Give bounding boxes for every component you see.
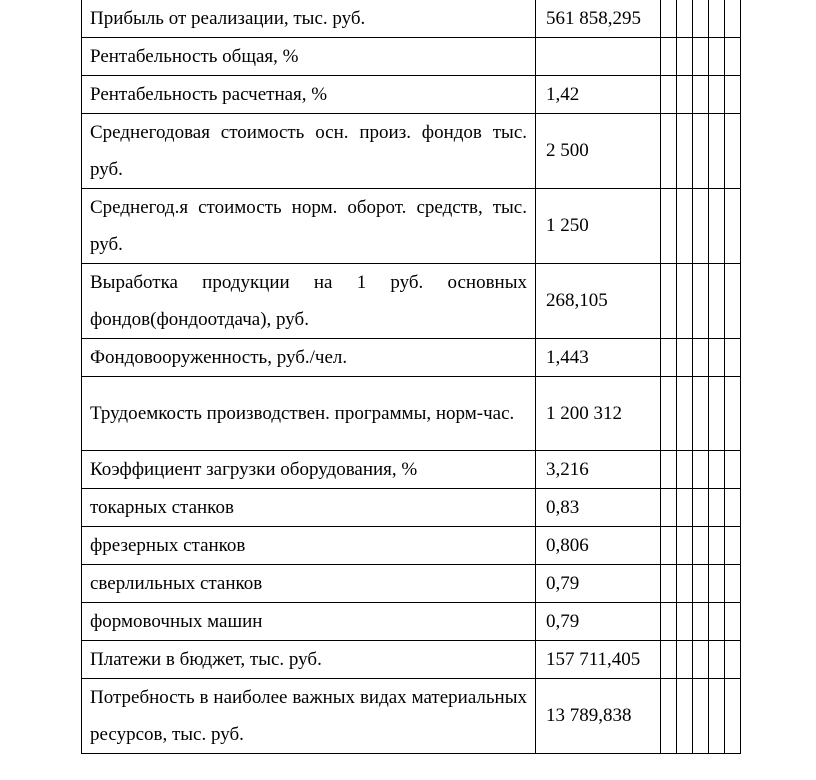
empty-cell bbox=[661, 339, 677, 377]
empty-cell bbox=[709, 527, 725, 565]
empty-cell bbox=[709, 339, 725, 377]
empty-cell bbox=[677, 76, 693, 114]
empty-cell bbox=[661, 565, 677, 603]
table-row bbox=[82, 0, 741, 38]
empty-cell bbox=[709, 38, 725, 76]
empty-cell bbox=[677, 641, 693, 679]
row-value: 157 711,405 bbox=[536, 641, 661, 679]
table-row bbox=[82, 339, 741, 377]
empty-cell bbox=[693, 339, 709, 377]
empty-cell bbox=[693, 189, 709, 264]
empty-cell bbox=[725, 114, 741, 189]
empty-cell bbox=[725, 565, 741, 603]
table-row bbox=[82, 264, 741, 339]
empty-cell bbox=[693, 603, 709, 641]
empty-cell bbox=[661, 527, 677, 565]
empty-cell bbox=[725, 0, 741, 38]
empty-cell bbox=[693, 679, 709, 754]
empty-cell bbox=[709, 377, 725, 451]
row-value: 3,216 bbox=[536, 451, 661, 489]
empty-cell bbox=[725, 189, 741, 264]
row-value: 2 500 bbox=[536, 114, 661, 189]
row-label: формовочных машин bbox=[82, 603, 536, 641]
empty-cell bbox=[661, 264, 677, 339]
empty-cell bbox=[725, 527, 741, 565]
empty-cell bbox=[661, 451, 677, 489]
empty-cell bbox=[725, 451, 741, 489]
row-label: Потребность в наиболее важных видах материальных ресурсов, тыс. руб. bbox=[82, 679, 536, 754]
table-row bbox=[82, 679, 741, 754]
empty-cell bbox=[677, 377, 693, 451]
row-label: Трудоемкость производствен. программы, норм-час. bbox=[82, 377, 536, 451]
table-row bbox=[82, 451, 741, 489]
empty-cell bbox=[693, 641, 709, 679]
empty-cell bbox=[709, 641, 725, 679]
row-value bbox=[536, 38, 661, 76]
empty-cell bbox=[661, 489, 677, 527]
empty-cell bbox=[725, 264, 741, 339]
row-label: Прибыль от реализации, тыс. руб. bbox=[82, 0, 536, 38]
empty-cell bbox=[677, 339, 693, 377]
empty-cell bbox=[661, 114, 677, 189]
row-value: 1,443 bbox=[536, 339, 661, 377]
empty-cell bbox=[725, 76, 741, 114]
empty-cell bbox=[693, 377, 709, 451]
empty-cell bbox=[709, 679, 725, 754]
empty-cell bbox=[725, 377, 741, 451]
empty-cell bbox=[725, 489, 741, 527]
empty-cell bbox=[661, 679, 677, 754]
row-label: Рентабельность общая, % bbox=[82, 38, 536, 76]
empty-cell bbox=[677, 114, 693, 189]
table-row bbox=[82, 76, 741, 114]
empty-cell bbox=[677, 451, 693, 489]
empty-cell bbox=[693, 0, 709, 38]
row-value: 0,79 bbox=[536, 603, 661, 641]
row-value: 561 858,295 bbox=[536, 0, 661, 38]
table-row bbox=[82, 377, 741, 451]
row-label: фрезерных станков bbox=[82, 527, 536, 565]
empty-cell bbox=[693, 114, 709, 189]
table-row bbox=[82, 603, 741, 641]
table-row bbox=[82, 114, 741, 189]
empty-cell bbox=[725, 339, 741, 377]
row-value: 0,79 bbox=[536, 565, 661, 603]
empty-cell bbox=[725, 641, 741, 679]
empty-cell bbox=[709, 565, 725, 603]
empty-cell bbox=[709, 489, 725, 527]
row-value: 1 250 bbox=[536, 189, 661, 264]
empty-cell bbox=[677, 565, 693, 603]
row-value: 13 789,838 bbox=[536, 679, 661, 754]
row-label: Среднегодовая стоимость осн. произ. фондов тыс. руб. bbox=[82, 114, 536, 189]
empty-cell bbox=[709, 189, 725, 264]
empty-cell bbox=[693, 489, 709, 527]
table-row bbox=[82, 641, 741, 679]
empty-cell bbox=[693, 264, 709, 339]
table-row bbox=[82, 489, 741, 527]
row-label: Среднегод.я стоимость норм. оборот. средств, тыс. руб. bbox=[82, 189, 536, 264]
row-label: Платежи в бюджет, тыс. руб. bbox=[82, 641, 536, 679]
empty-cell bbox=[661, 76, 677, 114]
table-body bbox=[82, 0, 741, 754]
empty-cell bbox=[677, 189, 693, 264]
empty-cell bbox=[693, 38, 709, 76]
row-value: 1,42 bbox=[536, 76, 661, 114]
empty-cell bbox=[677, 527, 693, 565]
empty-cell bbox=[677, 264, 693, 339]
empty-cell bbox=[661, 38, 677, 76]
table-row bbox=[82, 527, 741, 565]
row-value: 0,806 bbox=[536, 527, 661, 565]
row-label: токарных станков bbox=[82, 489, 536, 527]
empty-cell bbox=[693, 451, 709, 489]
empty-cell bbox=[709, 0, 725, 38]
empty-cell bbox=[693, 565, 709, 603]
row-label: Фондовооруженность, руб./чел. bbox=[82, 339, 536, 377]
row-label: Выработка продукции на 1 руб. основных фондов(фондоотдача), руб. bbox=[82, 264, 536, 339]
row-label: Рентабельность расчетная, % bbox=[82, 76, 536, 114]
row-value: 1 200 312 bbox=[536, 377, 661, 451]
empty-cell bbox=[677, 38, 693, 76]
empty-cell bbox=[677, 0, 693, 38]
empty-cell bbox=[677, 603, 693, 641]
table-row bbox=[82, 565, 741, 603]
empty-cell bbox=[677, 679, 693, 754]
empty-cell bbox=[709, 76, 725, 114]
empty-cell bbox=[725, 679, 741, 754]
row-value: 0,83 bbox=[536, 489, 661, 527]
row-label: сверлильных станков bbox=[82, 565, 536, 603]
empty-cell bbox=[661, 641, 677, 679]
indicators-table bbox=[81, 0, 741, 754]
empty-cell bbox=[677, 489, 693, 527]
empty-cell bbox=[693, 527, 709, 565]
empty-cell bbox=[725, 603, 741, 641]
empty-cell bbox=[709, 114, 725, 189]
empty-cell bbox=[661, 189, 677, 264]
table-row bbox=[82, 189, 741, 264]
empty-cell bbox=[661, 377, 677, 451]
empty-cell bbox=[709, 451, 725, 489]
empty-cell bbox=[709, 603, 725, 641]
table-row bbox=[82, 38, 741, 76]
empty-cell bbox=[661, 0, 677, 38]
empty-cell bbox=[661, 603, 677, 641]
row-label: Коэффициент загрузки оборудования, % bbox=[82, 451, 536, 489]
empty-cell bbox=[709, 264, 725, 339]
empty-cell bbox=[693, 76, 709, 114]
row-value: 268,105 bbox=[536, 264, 661, 339]
empty-cell bbox=[725, 38, 741, 76]
